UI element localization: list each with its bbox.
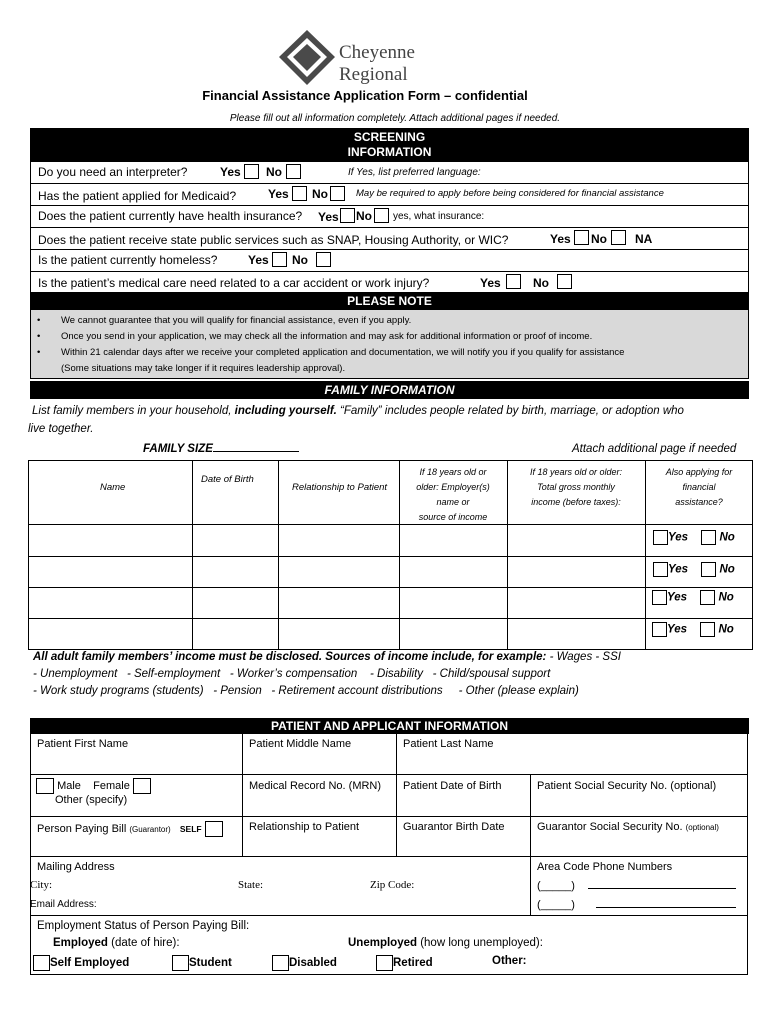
applying-no-checkbox[interactable] bbox=[700, 622, 715, 637]
self-employed-checkbox[interactable] bbox=[33, 955, 50, 971]
male-checkbox[interactable] bbox=[36, 778, 54, 794]
employment-options: Self Employed bbox=[33, 955, 129, 971]
other-employment-label: Other: bbox=[492, 955, 527, 967]
student-option: Student bbox=[172, 955, 232, 971]
last-name-label: Patient Last Name bbox=[403, 738, 494, 750]
phone-row-1: (_____) bbox=[537, 880, 736, 892]
guarantor-ssn-label: Guarantor Social Security No. (optional) bbox=[537, 821, 719, 833]
phone-row-2: (_____) bbox=[537, 899, 736, 911]
income-heading: All adult family members’ income must be disclosed. Sources of income include, for example: - Wages - SSI bbox=[33, 651, 621, 663]
disabled-checkbox[interactable] bbox=[272, 955, 289, 971]
insurance-no-checkbox[interactable] bbox=[374, 208, 389, 223]
note-header: PLEASE NOTE bbox=[30, 292, 749, 310]
col-employer: If 18 years old or older: Employer(s) name or source of income bbox=[416, 467, 490, 522]
homeless-yes-checkbox[interactable] bbox=[272, 252, 287, 267]
col-name: Name bbox=[100, 482, 126, 493]
logo bbox=[279, 30, 479, 90]
applying-yes-checkbox[interactable] bbox=[653, 562, 668, 577]
form-title: Financial Assistance Application Form – confidential bbox=[202, 88, 528, 103]
zip-label: Zip Code: bbox=[370, 879, 415, 891]
family-row-1-applying: Yes No bbox=[653, 530, 735, 545]
row-homeless: Is the patient currently homeless? Yes No bbox=[30, 250, 749, 272]
attach-note: Attach additional page if needed bbox=[572, 443, 737, 455]
retired-checkbox[interactable] bbox=[376, 955, 393, 971]
col-applying: Also applying for financial assistance? bbox=[665, 467, 733, 507]
family-intro: List family members in your household, including yourself. “Family” includes people related by birth, marriage, or adoption who bbox=[32, 405, 684, 417]
services-no-checkbox[interactable] bbox=[611, 230, 626, 245]
note-extra: (Some situations may take longer if it requires leadership approval). bbox=[61, 363, 346, 374]
applying-no-checkbox[interactable] bbox=[701, 530, 716, 545]
employment-status-label: Employment Status of Person Paying Bill: bbox=[37, 920, 250, 932]
income-line-2: - Unemployment - Self-employment - Worker’s compensation - Disability - Child/spousal support bbox=[33, 668, 551, 680]
row-services: Does the patient receive state public services such as SNAP, Housing Authority, or WIC? Yes No NA bbox=[30, 228, 749, 250]
student-checkbox[interactable] bbox=[172, 955, 189, 971]
logo-diamond-icon bbox=[279, 30, 339, 88]
disabled-option: Disabled bbox=[272, 955, 337, 971]
homeless-no-checkbox[interactable] bbox=[316, 252, 331, 267]
accident-no-checkbox[interactable] bbox=[557, 274, 572, 289]
relationship-label: Relationship to Patient bbox=[249, 821, 360, 833]
guarantor-dob-label: Guarantor Birth Date bbox=[403, 821, 505, 833]
mailing-address-label: Mailing Address bbox=[37, 861, 115, 873]
col-dob: Date of Birth bbox=[201, 474, 254, 485]
services-yes-checkbox[interactable] bbox=[574, 230, 589, 245]
retired-option: Retired bbox=[376, 955, 433, 971]
accident-yes-checkbox[interactable] bbox=[506, 274, 521, 289]
row-insurance: Does the patient currently have health insurance? Yes No yes, what insurance: bbox=[30, 206, 749, 228]
email-label: Email Address: bbox=[30, 899, 97, 910]
family-row-4-applying: Yes No bbox=[652, 622, 734, 637]
middle-name-label: Patient Middle Name bbox=[249, 738, 352, 750]
family-intro-2: live together. bbox=[28, 423, 94, 435]
row-medicaid: Has the patient applied for Medicaid? Yes No May be required to apply before being considered for financial assistance bbox=[30, 184, 749, 206]
first-name-label: Patient First Name bbox=[37, 738, 129, 750]
person-paying-label: Person Paying Bill (Guarantor) SELF bbox=[37, 821, 223, 837]
interpreter-no-checkbox[interactable] bbox=[286, 164, 301, 179]
phone-input-2[interactable] bbox=[596, 907, 736, 908]
city-label: City: bbox=[30, 879, 53, 891]
screening-header: SCREENING INFORMATION bbox=[30, 128, 749, 162]
sex-field: Male Female bbox=[36, 778, 151, 794]
row-accident: Is the patient’s medical care need related to a car accident or work injury? Yes No bbox=[30, 272, 749, 292]
family-row-2-applying: Yes No bbox=[653, 562, 735, 577]
applying-yes-checkbox[interactable] bbox=[652, 590, 667, 605]
family-row-3-applying: Yes No bbox=[652, 590, 734, 605]
phone-heading: Area Code Phone Numbers bbox=[537, 861, 673, 873]
org-name: Cheyenne Regional bbox=[339, 42, 415, 85]
note-item: Within 21 calendar days after we receive your completed application and documentation, we will notify you if you qualify for assistance bbox=[61, 347, 625, 358]
other-sex-label: Other (specify) bbox=[55, 794, 128, 806]
applying-yes-checkbox[interactable] bbox=[652, 622, 667, 637]
unemployed-label: Unemployed (how long unemployed): bbox=[348, 937, 543, 949]
interpreter-yes-checkbox[interactable] bbox=[244, 164, 259, 179]
insurance-yes-checkbox[interactable] bbox=[340, 208, 355, 223]
female-checkbox[interactable] bbox=[133, 778, 151, 794]
self-checkbox[interactable] bbox=[205, 821, 223, 837]
employed-label: Employed (date of hire): bbox=[53, 937, 180, 949]
patient-dob-label: Patient Date of Birth bbox=[403, 780, 502, 792]
family-header: FAMILY INFORMATION bbox=[30, 381, 749, 399]
note-box: • We cannot guarantee that you will qualify for financial assistance, even if you apply. • Once you send in your application, we may check all the information and may ask for additional information or proof of income. • Within 21 calendar days after we receive your completed application and documentation, we will notify you if you qualify for assistance (Some situations may take longer if it requires leadership approval). bbox=[30, 310, 749, 379]
col-income: If 18 years old or older: Total gross monthly income (before taxes): bbox=[529, 467, 623, 507]
row-interpreter: Do you need an interpreter? Yes No If Yes, list preferred language: bbox=[30, 162, 749, 184]
family-size-label: FAMILY SIZE bbox=[143, 443, 299, 455]
applying-no-checkbox[interactable] bbox=[701, 562, 716, 577]
applying-no-checkbox[interactable] bbox=[700, 590, 715, 605]
medicaid-no-checkbox[interactable] bbox=[330, 186, 345, 201]
phone-input-1[interactable] bbox=[588, 888, 736, 889]
mrn-label: Medical Record No. (MRN) bbox=[249, 780, 382, 792]
patient-header: PATIENT AND APPLICANT INFORMATION bbox=[30, 718, 749, 734]
note-item: We cannot guarantee that you will qualify for financial assistance, even if you apply. bbox=[61, 315, 412, 326]
ssn-label: Patient Social Security No. (optional) bbox=[537, 780, 717, 792]
note-item: Once you send in your application, we may check all the information and may ask for additional information or proof of income. bbox=[61, 331, 593, 342]
form-instructions: Please fill out all information completely. Attach additional pages if needed. bbox=[229, 113, 561, 124]
state-label: State: bbox=[238, 879, 264, 891]
applying-yes-checkbox[interactable] bbox=[653, 530, 668, 545]
income-line-3: - Work study programs (students) - Pension - Retirement account distributions - Other (please explain) bbox=[33, 685, 579, 697]
col-relationship: Relationship to Patient bbox=[292, 482, 388, 493]
medicaid-yes-checkbox[interactable] bbox=[292, 186, 307, 201]
